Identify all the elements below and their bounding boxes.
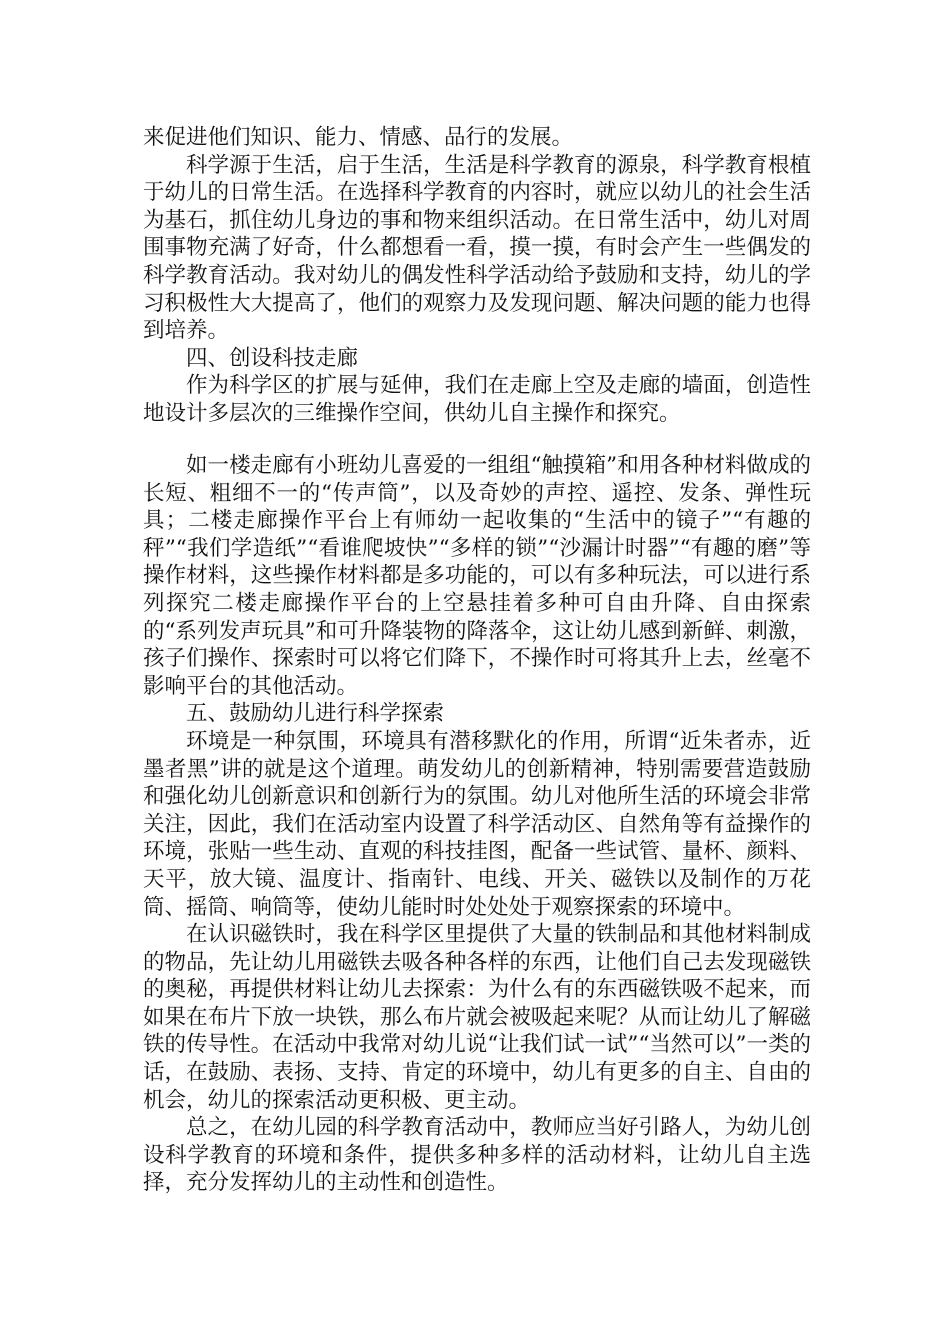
paragraph-corridor-materials: 如一楼走廊有小班幼儿喜爱的一组组“触摸箱”和用各种材料做成的长短、粗细不一的“传声筒”，以及奇妙的声控、遥控、发条、弹性玩具；二楼走廊操作平台上有师幼一起收集的“生活中的镜子”“有趣的秤”“我们学造纸”“看谁爬坡快”“多样的锁”“沙漏计时器”“有趣的磨”等操作材料，这些操作材料都是多功能的，可以有多种玩法，可以进行系列探究二楼走廊操作平台的上空悬挂着多种可自由升降、自由探索的“系列发声玩具”和可升降装物的降落伞，这让幼儿感到新鲜、刺激，孩子们操作、探索时可以将它们降下，不操作时可将其升上去，丝毫不影响平台的其他活动。 bbox=[143, 453, 811, 699]
paragraph-corridor-extension: 作为科学区的扩展与延伸，我们在走廊上空及走廊的墙面，创造性地设计多层次的三维操作空间，供幼儿自主操作和探究。 bbox=[143, 373, 811, 426]
paragraph-science-from-life: 科学源于生活，启于生活，生活是科学教育的源泉，科学教育根植于幼儿的日常生活。在选择科学教育的内容时，就应以幼儿的社会生活为基石，抓住幼儿身边的事和物来组织活动。在日常生活中，幼儿对周围事物充满了好奇，什么都想看一看，摸一摸，有时会产生一些偶发的科学教育活动。我对幼儿的偶发性科学活动给予鼓励和支持，幼儿的学习积极性大大提高了，他们的观察力及发现问题、解决问题的能力也得到培养。 bbox=[143, 152, 811, 344]
paragraph-conclusion: 总之，在幼儿园的科学教育活动中，教师应当好引路人，为幼儿创设科学教育的环境和条件，提供多种多样的活动材料，让幼儿自主选择，充分发挥幼儿的主动性和创造性。 bbox=[143, 1115, 811, 1196]
section-heading-5: 五、鼓励幼儿进行科学探索 bbox=[186, 701, 445, 727]
section-heading-4: 四、创设科技走廊 bbox=[186, 345, 359, 371]
text-section-upper bbox=[143, 124, 811, 428]
paragraph-environment: 环境是一种氛围，环境具有潜移默化的作用，所谓“近朱者赤，近墨者黑”讲的就是这个道理。萌发幼儿的创新精神，特别需要营造鼓励和强化幼儿创新意识和创新行为的氛围。幼儿对他所生活的环境会非常关注，因此，我们在活动室内设置了科学活动区、自然角等有益操作的环境，张贴一些生动、直观的科技挂图，配备一些试管、量杯、颜料、天平，放大镜、温度计、指南针、电线、开关、磁铁以及制作的万花筒、摇筒、响筒等，使幼儿能时时处处处于观察探索的环境中。 bbox=[143, 728, 811, 920]
paragraph-continuation: 来促进他们知识、能力、情感、品行的发展。 bbox=[143, 125, 574, 150]
paragraph-magnet: 在认识磁铁时，我在科学区里提供了大量的铁制品和其他材料制成的物品，先让幼儿用磁铁去吸各种各样的东西，让他们自己去发现磁铁的奥秘，再提供材料让幼儿去探索：为什么有的东西磁铁吸不起来，而如果在布片下放一块铁，那么布片就会被吸起来呢？从而让幼儿了解磁铁的传导性。在活动中我常对幼儿说“让我们试一试”“当然可以”一类的话，在鼓励、表扬、支持、肯定的环境中，幼儿有更多的自主、自由的机会，幼儿的探索活动更积极、更主动。 bbox=[143, 922, 811, 1113]
text-section-lower bbox=[143, 452, 811, 1197]
